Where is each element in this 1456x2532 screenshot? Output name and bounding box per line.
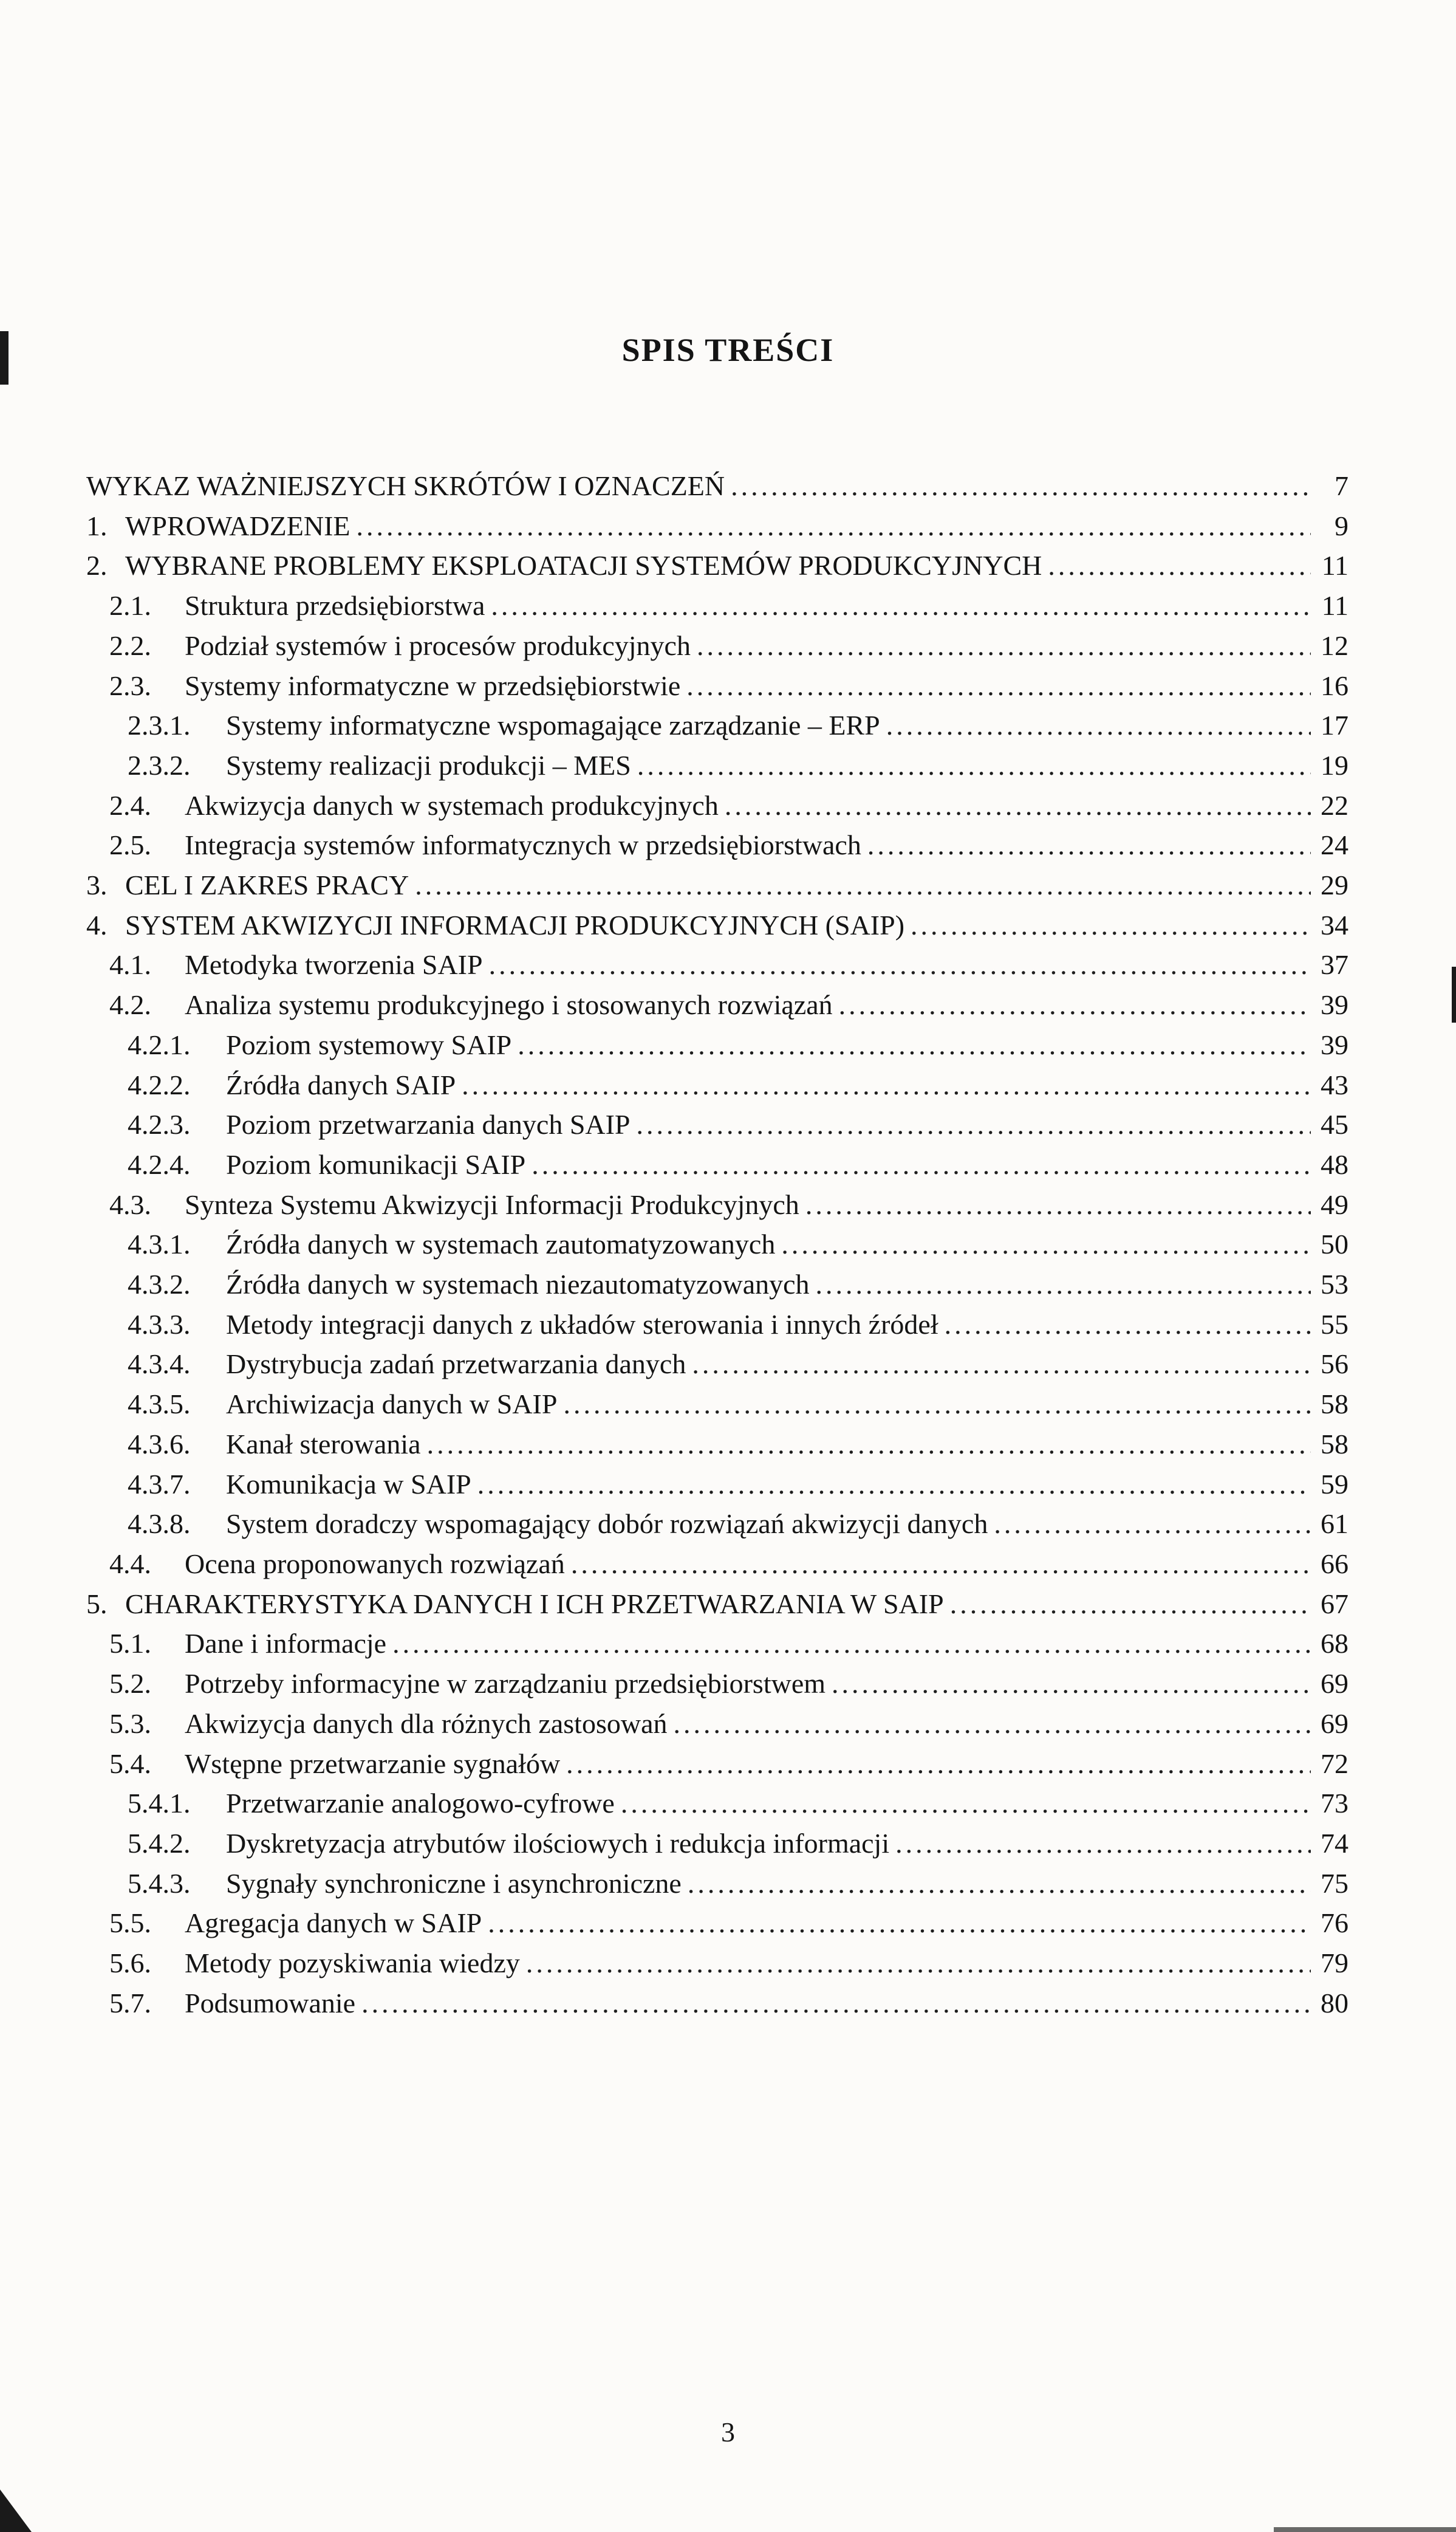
toc-entry [86,1744,1348,1784]
entry-label: Systemy realizacji produkcji – MES [226,749,631,781]
entry-page-number: 79 [1321,1947,1348,1979]
entry-number: 2.3.1. [128,710,191,741]
toc-entry [86,865,1348,905]
entry-label: Metody integracji danych z układów sterowania i innych źródeł [226,1308,938,1340]
entry-number: 2.4. [109,789,151,821]
toc-entry [86,1025,1348,1065]
dot-leader [488,1903,1311,1943]
entry-label: Wstępne przetwarzanie sygnałów [185,1748,561,1779]
entry-number: 4.2. [109,989,151,1021]
toc-entry [86,786,1348,826]
entry-number: 4.3.2. [128,1269,191,1300]
toc-entry [86,626,1348,666]
toc-entry [86,746,1348,786]
entry-number: 5.7. [109,1987,151,2019]
entry-page-number: 66 [1321,1548,1348,1579]
dot-leader [566,1744,1311,1784]
dot-leader [491,586,1311,626]
entry-label: Źródła danych w systemach zautomatyzowanych [226,1229,776,1260]
toc-entry [86,1864,1348,1904]
entry-label: Metody pozyskiwania wiedzy [185,1947,520,1979]
entry-label: Poziom systemowy SAIP [226,1029,512,1060]
toc-entry [86,666,1348,706]
entry-number: 4.3.6. [128,1428,191,1460]
toc-entry [86,1983,1348,2023]
dot-leader [415,865,1311,905]
scan-artifact [1452,967,1456,1023]
entry-number: 4.1. [109,949,151,981]
entry-number: 4.3.1. [128,1229,191,1260]
dot-leader [867,825,1311,865]
entry-page-number: 67 [1321,1588,1348,1619]
entry-page-number: 58 [1321,1428,1348,1460]
entry-number: 5.2. [109,1668,151,1700]
entry-number: 3. [86,870,108,901]
toc-entry [86,905,1348,945]
entry-number: 2.1. [109,590,151,622]
entry-page-number: 69 [1321,1668,1348,1700]
entry-page-number: 61 [1321,1508,1348,1540]
dot-leader [688,1864,1311,1904]
toc-entry [86,1384,1348,1424]
entry-page-number: 53 [1321,1269,1348,1300]
entry-number: 4.2.1. [128,1029,191,1060]
toc-entry [86,466,1348,506]
entry-page-number: 48 [1321,1148,1348,1180]
entry-number: 2.5. [109,829,151,861]
entry-page-number: 50 [1321,1229,1348,1260]
dot-leader [357,506,1311,546]
dot-leader [832,1664,1311,1704]
dot-leader [781,1224,1311,1264]
entry-label: Źródła danych SAIP [226,1069,456,1100]
dot-leader [839,985,1311,1025]
toc-entry [86,1903,1348,1943]
entry-page-number: 24 [1321,829,1348,861]
entry-page-number: 55 [1321,1308,1348,1340]
entry-label: Podsumowanie [185,1987,356,2019]
dot-leader [731,466,1311,506]
entry-number: 5.4. [109,1748,151,1779]
entry-page-number: 72 [1321,1748,1348,1779]
entry-number: 4.3.4. [128,1348,191,1380]
entry-number: 4.3.8. [128,1508,191,1540]
entry-number: 5.6. [109,1947,151,1979]
entry-number: 5.4.1. [128,1788,191,1819]
dot-leader [674,1704,1311,1744]
entry-label: Kanał sterowania [226,1428,421,1460]
toc-entry [86,1624,1348,1664]
entry-page-number: 11 [1321,550,1348,582]
dot-leader [686,666,1311,706]
entry-page-number: 75 [1321,1867,1348,1899]
entry-label: Poziom przetwarzania danych SAIP [226,1109,631,1141]
toc-entry [86,1783,1348,1824]
entry-page-number: 49 [1321,1189,1348,1220]
entry-label: Poziom komunikacji SAIP [226,1148,526,1180]
dot-leader [571,1544,1311,1584]
entry-page-number: 39 [1321,1029,1348,1060]
dot-leader [886,705,1311,746]
entry-number: 4.3. [109,1189,151,1220]
entry-page-number: 43 [1321,1069,1348,1100]
entry-label: Źródła danych w systemach niezautomatyzowanych [226,1269,810,1300]
dot-leader [895,1824,1311,1864]
entry-label: System doradczy wspomagający dobór rozwiązań akwizycji danych [226,1508,988,1540]
toc-entry [86,1704,1348,1744]
entry-page-number: 45 [1321,1109,1348,1141]
entry-number: 4.3.7. [128,1468,191,1500]
entry-label: Archiwizacja danych w SAIP [226,1388,558,1420]
toc-entry [86,1943,1348,1983]
dot-leader [392,1624,1311,1664]
dot-leader [697,626,1311,666]
entry-number: 2. [86,550,108,582]
entry-page-number: 68 [1321,1628,1348,1659]
entry-label: Akwizycja danych dla różnych zastosowań [185,1707,668,1739]
toc-entry [86,1544,1348,1584]
entry-number: 5.3. [109,1707,151,1739]
toc-entry [86,546,1348,586]
dot-leader [994,1504,1311,1544]
entry-number: 5.5. [109,1907,151,1939]
toc-entry [86,1584,1348,1624]
entry-page-number: 16 [1321,670,1348,701]
toc-entry [86,586,1348,626]
scan-artifact [0,331,9,385]
entry-label: Dystrybucja zadań przetwarzania danych [226,1348,686,1380]
entry-label: Komunikacja w SAIP [226,1468,471,1500]
entry-number: 2.2. [109,630,151,661]
toc-entry [86,1264,1348,1305]
toc-entry [86,1504,1348,1544]
entry-page-number: 58 [1321,1388,1348,1420]
entry-number: 5.4.2. [128,1827,191,1859]
entry-label: Sygnały synchroniczne i asynchroniczne [226,1867,682,1899]
entry-page-number: 74 [1321,1827,1348,1859]
entry-label: WYKAZ WAŻNIEJSZYCH SKRÓTÓW I OZNACZEŃ [86,470,725,501]
entry-page-number: 80 [1321,1987,1348,2019]
entry-label: Struktura przedsiębiorstwa [185,590,485,622]
toc-entry [86,1145,1348,1185]
toc-entry [86,1105,1348,1145]
entry-number: 1. [86,510,108,541]
entry-number: 4.3.3. [128,1308,191,1340]
toc-entry [86,825,1348,865]
entry-page-number: 12 [1321,630,1348,661]
toc-entry [86,1424,1348,1464]
entry-page-number: 56 [1321,1348,1348,1380]
toc-list [86,466,1348,2023]
dot-leader [477,1464,1311,1504]
entry-number: 4.2.2. [128,1069,191,1100]
entry-label: Analiza systemu produkcyjnego i stosowanych rozwiązań [185,989,833,1021]
entry-label: CHARAKTERYSTYKA DANYCH I ICH PRZETWARZANIA W SAIP [125,1588,944,1619]
entry-label: CEL I ZAKRES PRACY [125,870,409,901]
dot-leader [692,1344,1311,1384]
entry-label: Systemy informatyczne w przedsiębiorstwie [185,670,681,701]
toc-entry [86,985,1348,1025]
entry-page-number: 69 [1321,1707,1348,1739]
toc-entry [86,1824,1348,1864]
dot-leader [950,1584,1311,1624]
entry-label: Agregacja danych w SAIP [185,1907,482,1939]
dot-leader [531,1145,1311,1185]
toc-entry [86,1664,1348,1704]
entry-page-number: 34 [1321,909,1348,941]
entry-page-number: 59 [1321,1468,1348,1500]
entry-label: Synteza Systemu Akwizycji Informacji Produkcyjnych [185,1189,799,1220]
dot-leader [805,1185,1311,1225]
dot-leader [637,746,1311,786]
scan-artifact [0,2489,32,2532]
entry-page-number: 17 [1321,710,1348,741]
entry-page-number: 73 [1321,1788,1348,1819]
toc-entry [86,1224,1348,1264]
entry-label: Metodyka tworzenia SAIP [185,949,483,981]
entry-number: 5. [86,1588,108,1619]
entry-label: Przetwarzanie analogowo-cyfrowe [226,1788,615,1819]
entry-label: Dane i informacje [185,1628,387,1659]
entry-label: Akwizycja danych w systemach produkcyjnych [185,789,719,821]
entry-page-number: 76 [1321,1907,1348,1939]
dot-leader [462,1065,1311,1105]
toc-entry [86,705,1348,746]
page-number-footer: 3 [721,2417,735,2448]
entry-label: Dyskretyzacja atrybutów ilościowych i redukcja informacji [226,1827,890,1859]
toc-entry [86,1065,1348,1105]
toc-entry [86,1305,1348,1345]
toc-entry [86,945,1348,985]
entry-label: WPROWADZENIE [125,510,350,541]
entry-label: SYSTEM AKWIZYCJI INFORMACJI PRODUKCYJNYCH (SAIP) [125,909,905,941]
toc-entry [86,1185,1348,1225]
entry-label: Integracja systemów informatycznych w przedsiębiorstwach [185,829,861,861]
entry-number: 5.1. [109,1628,151,1659]
dot-leader [518,1025,1311,1065]
entry-page-number: 11 [1321,590,1348,622]
entry-label: WYBRANE PROBLEMY EKSPLOATACJI SYSTEMÓW PRODUKCYJNYCH [125,550,1042,582]
dot-leader [637,1105,1311,1145]
dot-leader [816,1264,1311,1305]
entry-number: 5.4.3. [128,1867,191,1899]
entry-page-number: 37 [1321,949,1348,981]
entry-number: 4.4. [109,1548,151,1579]
dot-leader [563,1384,1311,1424]
toc-entry [86,506,1348,546]
dot-leader [361,1983,1311,2023]
dot-leader [725,786,1311,826]
dot-leader [526,1943,1311,1983]
entry-number: 2.3.2. [128,749,191,781]
dot-leader [911,905,1311,945]
entry-label: Systemy informatyczne wspomagające zarządzanie – ERP [226,710,880,741]
entry-number: 4.2.3. [128,1109,191,1141]
dot-leader [945,1305,1311,1345]
scan-artifact [1274,2527,1456,2532]
entry-label: Ocena proponowanych rozwiązań [185,1548,565,1579]
entry-number: 4.2.4. [128,1148,191,1180]
entry-page-number: 22 [1321,789,1348,821]
entry-label: Potrzeby informacyjne w zarządzaniu przedsiębiorstwem [185,1668,826,1700]
entry-page-number: 39 [1321,989,1348,1021]
entry-page-number: 9 [1335,510,1348,541]
entry-number: 2.3. [109,670,151,701]
toc-entry [86,1464,1348,1504]
dot-leader [489,945,1311,985]
page-title: SPIS TREŚCI [621,332,835,368]
entry-label: Podział systemów i procesów produkcyjnych [185,630,691,661]
entry-page-number: 29 [1321,870,1348,901]
dot-leader [621,1783,1311,1824]
entry-number: 4. [86,909,108,941]
entry-number: 4.3.5. [128,1388,191,1420]
dot-leader [427,1424,1311,1464]
entry-page-number: 19 [1321,749,1348,781]
entry-page-number: 7 [1335,470,1348,501]
document-page [0,331,1456,2532]
toc-entry [86,1344,1348,1384]
dot-leader [1048,546,1311,586]
